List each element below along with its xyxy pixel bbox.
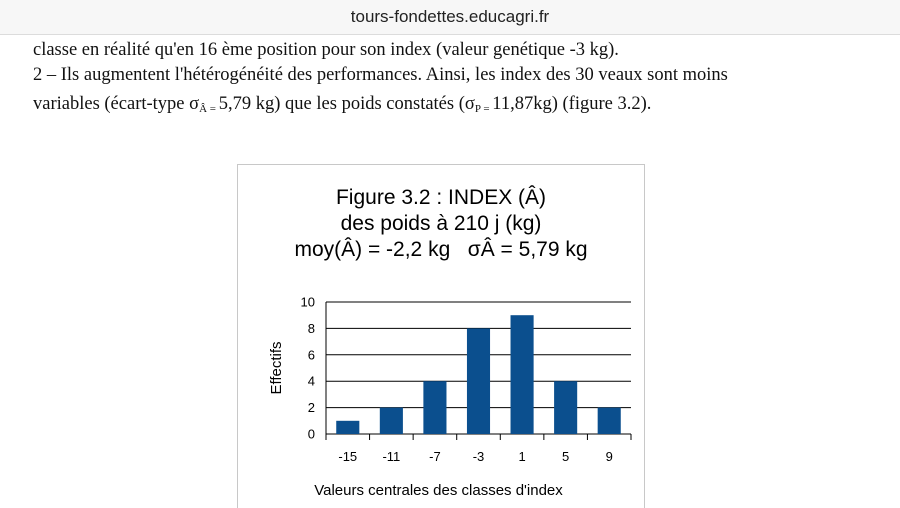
url-text: tours-fondettes.educagri.fr	[350, 7, 550, 26]
histogram-chart	[238, 165, 644, 508]
line3-part-a: variables (écart-type σ	[33, 94, 200, 114]
x-tick-label: 1	[518, 449, 526, 464]
line3-subscript-a: Â =	[199, 103, 219, 115]
chart-title-line-1: Figure 3.2 : INDEX (Â)	[335, 186, 547, 209]
line3-part-c: 11,87kg) (figure 3.2).	[492, 94, 652, 114]
chart-title-line-3: moy(Â) = -2,2 kg σÂ = 5,79 kg	[294, 238, 588, 261]
x-tick-label: 5	[562, 449, 570, 464]
chart-title-line-2: des poids à 210 j (kg)	[340, 212, 542, 235]
x-tick-label: -11	[382, 449, 401, 464]
y-tick-label: 8	[307, 320, 315, 336]
bar	[336, 421, 359, 434]
x-tick-label: -3	[472, 449, 485, 464]
document-body	[33, 38, 893, 122]
paragraph-line-3	[33, 92, 893, 122]
figure-3-2	[237, 164, 645, 508]
y-tick-label: 4	[307, 373, 315, 389]
y-tick-label: 2	[307, 400, 315, 416]
address-bar[interactable]	[0, 0, 900, 35]
bar	[423, 381, 446, 434]
bar	[380, 408, 403, 434]
x-tick-label: 9	[605, 449, 613, 464]
paragraph-line-2: 2 – Ils augmentent l'hétérogénéité des performances. Ainsi, les index des 30 veaux sont moins	[33, 65, 728, 85]
bar	[511, 315, 534, 434]
y-axis-label: Effectifs	[268, 341, 285, 395]
y-tick-label: 6	[307, 347, 315, 363]
bar	[554, 381, 577, 434]
y-tick-label: 10	[300, 294, 315, 310]
bar	[598, 408, 621, 434]
bar	[467, 328, 490, 434]
paragraph-line-1: classe en réalité qu'en 16 ème position pour son index (valeur genétique -3 kg).	[33, 40, 619, 60]
x-axis-label: Valeurs centrales des classes d'index	[314, 482, 563, 499]
y-tick-label: 0	[307, 426, 315, 442]
x-tick-label: -7	[429, 449, 441, 464]
line3-subscript-p: P =	[474, 103, 493, 115]
line3-part-b: 5,79 kg) que les poids constatés (σ	[218, 94, 475, 114]
x-tick-label: -15	[338, 449, 358, 464]
